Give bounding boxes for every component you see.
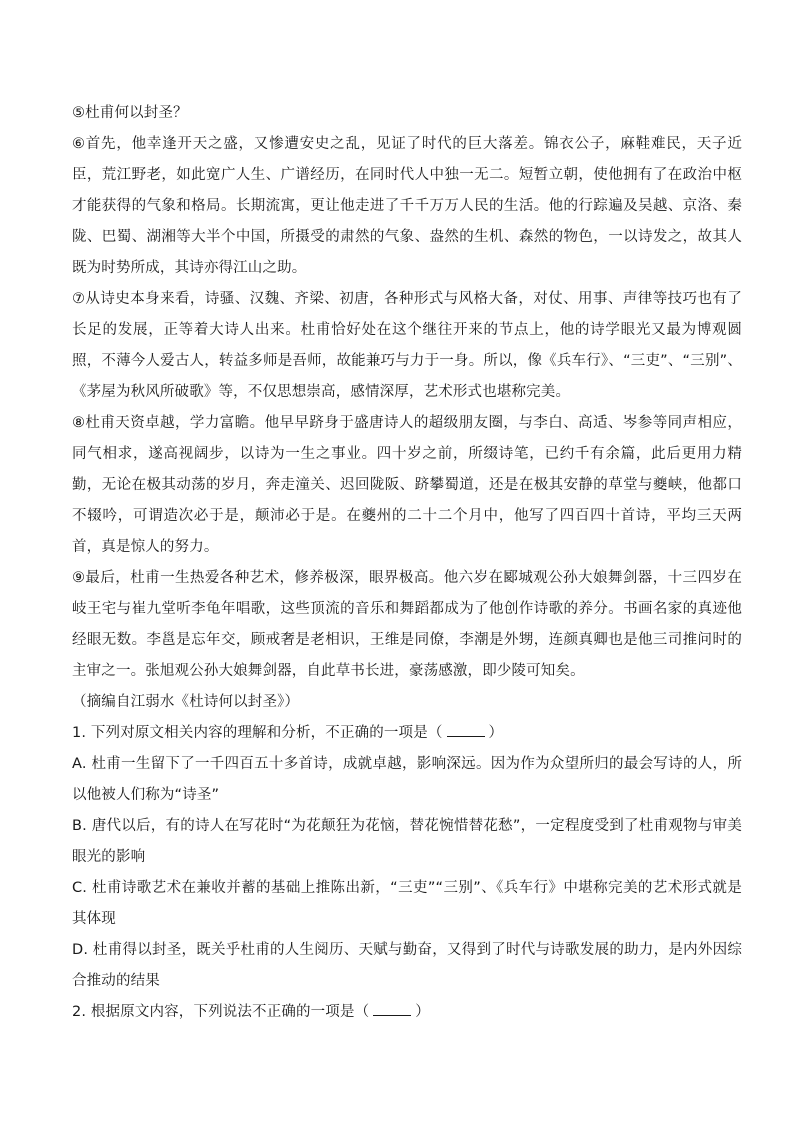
question-1 — [72, 718, 742, 749]
option-c: C. 杜甫诗歌艺术在兼收并蓄的基础上推陈出新，“三吏”“三别”、《兵车行》中堪称完美的艺术形式就是其体现 — [72, 880, 742, 927]
question-1-stem: 1. 下列对原文相关内容的理解和分析，不正确的一项是（ — [72, 725, 443, 741]
source-citation: （摘编自江弱水《杜诗何以封圣》） — [72, 694, 300, 710]
paragraph-9: ⑨最后，杜甫一生热爱各种艺术，修养极深，眼界极高。他六岁在郾城观公孙大娘舞剑器，十三四岁在岐王宅与崔九堂听李龟年唱歌，这些顶流的音乐和舞蹈都成为了他创作诗歌的养分。书画名家的真迹他经眼无数。李邕是忘年交，顾戒奢是老相识，王维是同僚，李潮是外甥，连颜真卿也是他三司推问时的主审之一。张旭观公孙大娘舞剑器，自此草书长进，豪荡感激，即少陵可知矣。 — [72, 570, 742, 679]
option-a: A. 杜甫一生留下了一千四百五十多首诗，成就卓越，影响深远。因为作为众望所归的最会写诗的人，所以他被人们称为“诗圣” — [72, 756, 742, 803]
answer-blank-1[interactable] — [447, 720, 485, 737]
answer-blank-2[interactable] — [373, 999, 411, 1016]
section-heading: ⑤杜甫何以封圣？ — [72, 105, 188, 121]
question-1-close: ） — [488, 725, 504, 741]
question-2-close: ） — [415, 1004, 430, 1020]
paragraph-7: ⑦从诗史本身来看，诗骚、汉魏、齐梁、初唐，各种形式与风格大备，对仗、用事、声律等技巧也有了长足的发展，正等着大诗人出来。杜甫恰好处在这个继往开来的节点上，他的诗学眼光又最为博观圆照，不薄今人爱古人，转益多师是吾师，故能兼巧与力于一身。所以，像《兵车行》、“三吏”、“三别”、《茅屋为秋风所破歌》等，不仅思想崇高，感情深厚，艺术形式也堪称完美。 — [72, 291, 742, 400]
paragraph-6: ⑥首先，他幸逢开天之盛，又惨遭安史之乱，见证了时代的巨大落差。锦衣公子，麻鞋难民，天子近臣，荒江野老，如此宽广人生、广谱经历，在同时代人中独一无二。短暂立朝，使他拥有了在政治中枢才能获得的气象和格局。长期流寓，更让他走进了千千万万人民的生活。他的行踪遍及吴越、京洛、秦陇、巴蜀、湖湘等大半个中国，所摄受的肃然的气象、盎然的生机、森然的物色，一以诗发之，故其人既为时势所成，其诗亦得江山之助。 — [72, 136, 742, 276]
question-2 — [72, 997, 742, 1028]
question-2-stem: 2. 根据原文内容，下列说法不正确的一项是（ — [72, 1004, 370, 1020]
option-b: B. 唐代以后，有的诗人在写花时“为花颠狂为花恼，替花惋惜替花愁”，一定程度受到了杜甫观物与审美眼光的影响 — [72, 818, 742, 865]
paragraph-8: ⑧杜甫天资卓越，学力富瞻。他早早跻身于盛唐诗人的超级朋友圈，与李白、高适、岑参等同声相应，同气相求，遂高视阔步，以诗为一生之事业。四十岁之前，所缀诗笔，已约千有余篇，此后更用力精勤，无论在极其动荡的岁月，奔走潼关、迟回陇阪、跻攀蜀道，还是在极其安静的草堂与夔峡，他都口不辍吟，可谓造次必于是，颠沛必于是。在夔州的二十二个月中，他写了四百四十首诗，平均三天两首，真是惊人的努力。 — [72, 415, 742, 555]
option-d: D. 杜甫得以封圣，既关乎杜甫的人生阅历、天赋与勤奋，又得到了时代与诗歌发展的助力，是内外因综合推动的结果 — [72, 942, 742, 989]
